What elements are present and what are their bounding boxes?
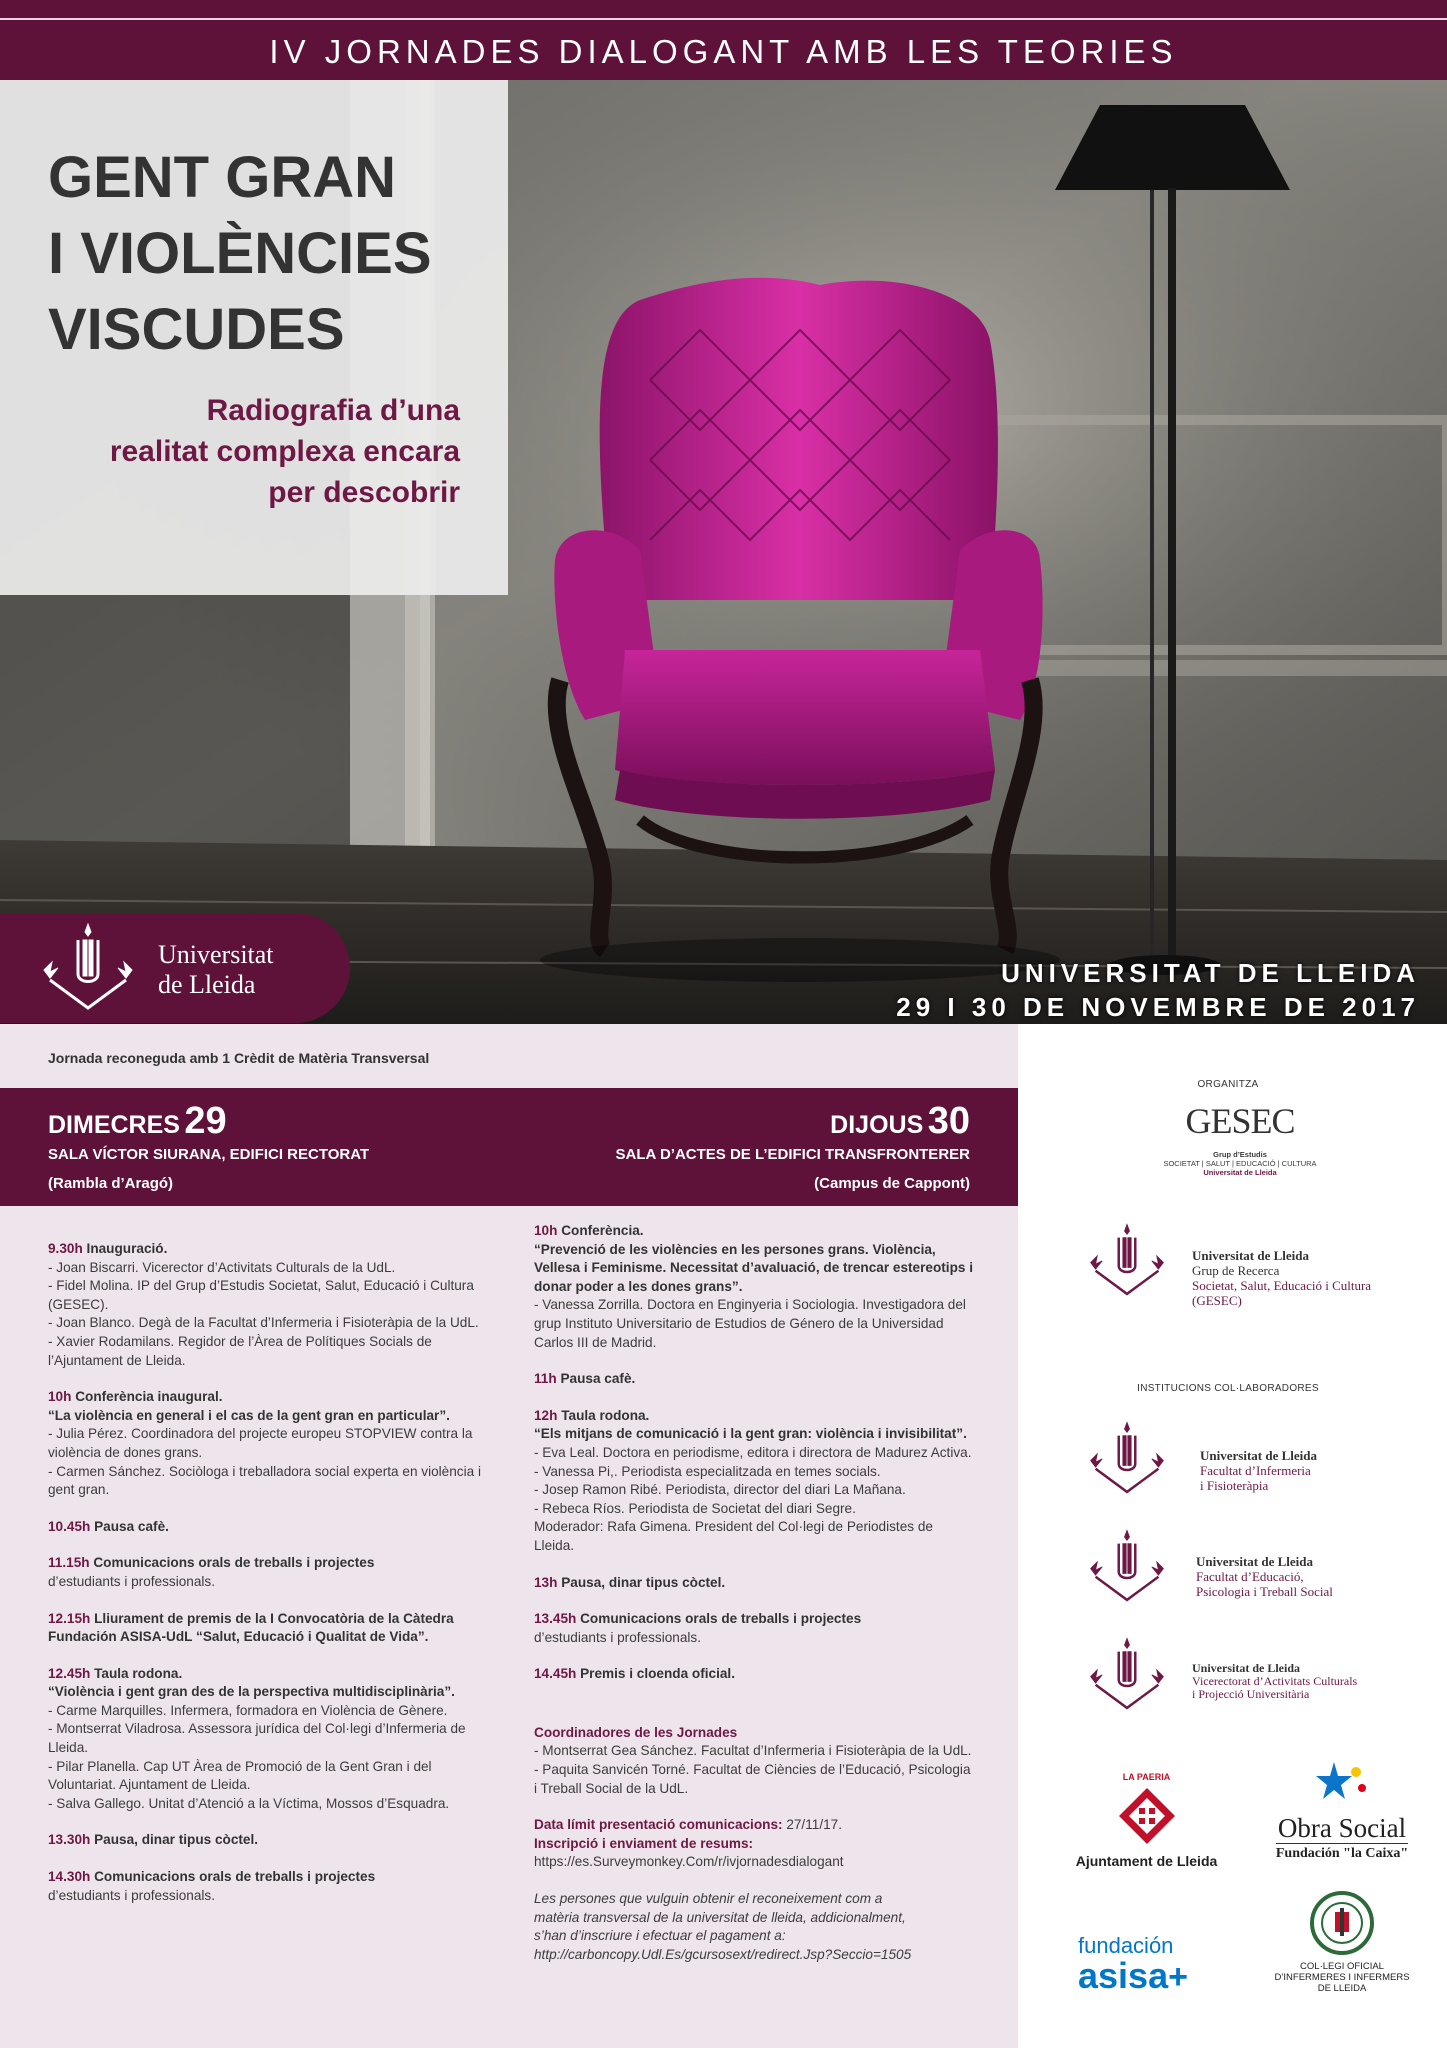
- obra-social-sub: Fundación "la Caixa": [1276, 1843, 1408, 1862]
- program-line: - Joan Blanco. Degà de la Facultat d’Infermeria i Fisioteràpia de la UdL.: [48, 1315, 479, 1331]
- program-time: 13.45h: [534, 1611, 577, 1627]
- collab-line: Universitat de Lleida: [1192, 1661, 1300, 1675]
- title-line: I VIOLÈNCIES: [48, 221, 432, 286]
- program-time: 14.30h: [48, 1869, 91, 1885]
- day-thu-sub: (Campus de Cappont): [814, 1175, 970, 1192]
- udl-logo-text: [158, 940, 274, 1000]
- transversal-note: [534, 1890, 974, 1964]
- collab-udl-education: [1196, 1554, 1333, 1599]
- obra-social-logo: [1262, 1758, 1422, 1862]
- program-wednesday: [48, 1240, 488, 1923]
- asisa-plus-icon: +: [1168, 1958, 1188, 1996]
- program-line: - Vanessa Zorrilla. Doctora en Enginyeria i Sociologia. Investigadora del grup Instituto Universitario de Estudios de Género de la Universidad Carlos III de Madrid.: [534, 1297, 966, 1350]
- program-line: - Pilar Planella. Cap UT Àrea de Promoció de la Gent Gran i del Voluntariat. Ajuntament de Lleida.: [48, 1758, 432, 1793]
- program-title: Pausa, dinar tipus còctel.: [561, 1574, 726, 1590]
- day-wed-sub: (Rambla d’Aragó): [48, 1175, 174, 1192]
- gesec-logo-text: GESEC: [1185, 1101, 1295, 1141]
- paeria-small: LA PAERIA: [1122, 1772, 1171, 1782]
- program-item-head: [48, 1665, 488, 1684]
- program-title: Pausa cafè.: [560, 1371, 636, 1387]
- collab-line: Universitat de Lleida: [1200, 1448, 1317, 1463]
- gesec-udl-line: Universitat de Lleida: [1192, 1248, 1309, 1263]
- program-item-head: [534, 1610, 974, 1629]
- coordinators: [534, 1724, 974, 1798]
- program-line: - Carmen Sánchez. Sociòloga i treballadora social experta en violència i gent gran.: [48, 1463, 481, 1498]
- program-time: 10h: [48, 1389, 72, 1405]
- day-wed-name: DIMECRES: [48, 1111, 180, 1139]
- day-wed-num: 29: [184, 1100, 227, 1142]
- asisa-top: fundación: [1078, 1933, 1174, 1958]
- program-title: Lliurament de premis de la I Convocatòria de la Càtedra Fundación ASISA-UdL “Salut, Educació i Qualitat de Vida”.: [48, 1610, 454, 1645]
- paeria-shield-icon: [1117, 1786, 1177, 1846]
- paeria-name: Ajuntament de Lleida: [1075, 1853, 1218, 1869]
- collab-udl-culture: [1192, 1662, 1357, 1701]
- day-thu-name: DIJOUS: [830, 1111, 924, 1139]
- title-line: GENT GRAN: [48, 145, 396, 210]
- gesec-udl-line: Grup de Recerca: [1192, 1263, 1280, 1278]
- program-time: 14.45h: [534, 1666, 577, 1682]
- program-thursday-items: [534, 1222, 974, 1684]
- gesec-logo: [1170, 1100, 1310, 1142]
- collab-line: Psicologia i Treball Social: [1196, 1584, 1333, 1599]
- udl-emblem-icon: [1084, 1636, 1170, 1712]
- program-line: - Carme Marquilles. Infermera, formadora en Violència de Gènere.: [48, 1702, 448, 1718]
- coordinator-line: - Paquita Sanvicén Torné. Facultat de Ciències de l’Educació, Psicologia i Treball Social de la UdL.: [534, 1762, 971, 1796]
- obra-social-name: Obra Social: [1277, 1813, 1407, 1843]
- program-title: Comunicacions orals de treballs i projectes: [94, 1869, 376, 1885]
- program-item: [48, 1831, 488, 1850]
- collab-line: Vicerectorat d’Activitats Culturals: [1192, 1674, 1358, 1688]
- program-item-head: [48, 1518, 488, 1537]
- program-item: [534, 1222, 974, 1352]
- program-time: 10.45h: [48, 1518, 91, 1534]
- venue-name: UNIVERSITAT DE LLEIDA: [1001, 958, 1420, 988]
- gesec-caption: [1150, 1150, 1330, 1177]
- program-line: - Xavier Rodamilans. Regidor de l’Àrea de Polítiques Socials de l’Ajuntament de Lleida.: [48, 1333, 432, 1368]
- colegi-line: DE LLEIDA: [1317, 1983, 1367, 1994]
- program-item: [48, 1610, 488, 1647]
- inscription-label: Inscripció i enviament de resums:: [534, 1835, 754, 1851]
- title-line: VISCUDES: [48, 297, 345, 362]
- caixa-star-icon: [1312, 1758, 1372, 1808]
- note-line: matèria transversal de la universitat de lleida, addicionalment,: [534, 1909, 906, 1925]
- program-line: - Julia Pérez. Coordinadora del projecte europeu STOPVIEW contra la violència de dones grans.: [48, 1426, 473, 1460]
- asisa-logo: [1078, 1935, 1238, 1997]
- collaborators-label: INSTITUCIONS COL·LABORADORES: [1137, 1383, 1319, 1394]
- credit-note: Jornada reconeguda amb 1 Crèdit de Matèria Transversal: [48, 1050, 430, 1066]
- colegi-line: D’INFERMERES I INFERMERS: [1274, 1972, 1410, 1983]
- udl-logo-line: de Lleida: [158, 970, 256, 999]
- program-title: Taula rodona.: [94, 1665, 183, 1681]
- subtitle-line: realitat complexa encara: [109, 435, 460, 468]
- program-line: d’estudiants i professionals.: [48, 1887, 215, 1903]
- day-thu-num: 30: [927, 1100, 970, 1142]
- colegi-line: COL·LEGI OFICIAL: [1300, 1961, 1384, 1972]
- program-line: - Rebeca Ríos. Periodista de Societat del diari Segre.: [534, 1500, 856, 1516]
- program-quote: “Els mitjans de comunicació i la gent gran: violència i invisibilitat”.: [534, 1426, 967, 1442]
- program-line: - Joan Biscarri. Vicerector d’Activitats Culturals de la UdL.: [48, 1259, 396, 1275]
- program-line: - Montserrat Viladrosa. Assessora jurídica del Col·legi d’Infermeria de Lleida.: [48, 1721, 466, 1756]
- paeria-logo: [1064, 1772, 1229, 1869]
- program-item-head: [534, 1370, 974, 1389]
- submission-info: [534, 1816, 974, 1872]
- program-title: Pausa cafè.: [94, 1518, 169, 1534]
- payment-url[interactable]: http://carboncopy.Udl.Es/gcursosext/redirect.Jsp?Seccio=1505: [534, 1946, 912, 1962]
- udl-emblem-icon: [1084, 1528, 1170, 1604]
- program-item: [48, 1518, 488, 1537]
- program-time: 9.30h: [48, 1241, 83, 1256]
- day-wed-place: SALA VÍCTOR SIURANA, EDIFICI RECTORAT: [48, 1146, 370, 1163]
- program-item-head: [48, 1388, 488, 1407]
- program-item: [534, 1610, 974, 1647]
- colegi-text: [1270, 1961, 1414, 1994]
- event-dates: 29 I 30 DE NOVEMBRE DE 2017: [896, 992, 1420, 1022]
- program-item: [48, 1665, 488, 1814]
- udl-emblem-icon: [36, 922, 140, 1012]
- deadline-label: Data límit presentació comunicacions:: [534, 1817, 783, 1833]
- header-band: [0, 0, 1447, 80]
- gesec-udl-text: [1192, 1248, 1371, 1308]
- event-series-title: IV JORNADES DIALOGANT AMB LES TEORIES: [269, 33, 1178, 70]
- program-item-head: [534, 1665, 974, 1684]
- note-line: s’han d’inscriure i efectuar el pagament a:: [534, 1928, 786, 1944]
- colegi-logo: [1270, 1890, 1414, 1994]
- program-item: [48, 1240, 488, 1370]
- program-time: 11h: [534, 1371, 557, 1387]
- program-item-head: [48, 1831, 488, 1850]
- program-title: Taula rodona.: [561, 1407, 650, 1423]
- gesec-caption-line: Grup d’Estudis: [1213, 1150, 1267, 1159]
- program-thursday: [534, 1222, 974, 1982]
- program-item: [534, 1665, 974, 1684]
- program-time: 13h: [534, 1574, 558, 1590]
- program-time: 10h: [534, 1223, 558, 1238]
- program-time: 12.15h: [48, 1610, 91, 1626]
- program-title: Premis i cloenda oficial.: [580, 1666, 735, 1682]
- program-item: [48, 1388, 488, 1500]
- coordinator-line: - Montserrat Gea Sánchez. Facultat d’Infermeria i Fisioteràpia de la UdL.: [534, 1743, 972, 1759]
- program-time: 12.45h: [48, 1665, 91, 1681]
- program-title: Conferència.: [561, 1223, 644, 1238]
- subtitle-line: Radiografia d’una: [206, 394, 460, 427]
- udl-emblem-icon: [1084, 1222, 1170, 1298]
- day-thu: [616, 1100, 970, 1195]
- day-wed: [48, 1100, 369, 1195]
- program-quote: “La violència en general i el cas de la gent gran en particular”.: [48, 1407, 450, 1423]
- udl-logo-line: Universitat: [158, 940, 274, 969]
- main-title: [48, 140, 432, 368]
- program-item-head: [48, 1240, 488, 1259]
- program-title: Inauguració.: [86, 1241, 168, 1256]
- organitza-label: ORGANITZA: [1197, 1079, 1259, 1090]
- note-line: Les persones que vulguin obtenir el reconeixement com a: [534, 1891, 883, 1907]
- program-quote: “Violència i gent gran des de la perspectiva multidisciplinària”.: [48, 1684, 455, 1700]
- program-title: Conferència inaugural.: [75, 1389, 223, 1405]
- program-title: Pausa, dinar tipus còctel.: [94, 1832, 259, 1848]
- program-quote: “Prevenció de les violències en les persones grans. Violència, Vellesa i Feminisme. Necessitat d’avaluació, de trencar estereotips i donar poder a les dones grans”.: [534, 1241, 973, 1294]
- program-item-head: [48, 1868, 488, 1887]
- colegi-seal-icon: [1309, 1890, 1375, 1956]
- program-item-head: [534, 1574, 974, 1593]
- gesec-udl-line: Societat, Salut, Educació i Cultura: [1192, 1278, 1372, 1293]
- program-line: d’estudiants i professionals.: [48, 1573, 215, 1589]
- udl-emblem-icon: [1084, 1420, 1170, 1496]
- program-item-head: [48, 1554, 488, 1573]
- program-line: d’estudiants i professionals.: [534, 1629, 701, 1645]
- days-band: [0, 1088, 1018, 1206]
- program-title: Comunicacions orals de treballs i projectes: [580, 1611, 862, 1627]
- program-item: [48, 1868, 488, 1905]
- subtitle: [20, 390, 460, 513]
- program-item: [534, 1370, 974, 1389]
- program-item-head: [534, 1222, 974, 1241]
- program-time: 12h: [534, 1407, 558, 1423]
- program-line: - Fidel Molina. IP del Grup d’Estudis Societat, Salut, Educació i Cultura (GESEC).: [48, 1278, 474, 1312]
- day-thu-place: SALA D’ACTES DE L’EDIFICI TRANSFRONTERER: [615, 1146, 970, 1163]
- program-item-head: [48, 1610, 488, 1647]
- program-line: - Vanessa Pi,. Periodista especialitzada en temes socials.: [534, 1463, 881, 1479]
- subtitle-line: per descobrir: [268, 476, 460, 509]
- program-time: 11.15h: [48, 1555, 90, 1571]
- program-line: - Eva Leal. Doctora en periodisme, editora i directora de Madurez Activa.: [534, 1444, 972, 1460]
- program-item: [534, 1407, 974, 1556]
- program-item: [534, 1574, 974, 1593]
- program-line: - Salva Gallego. Unitat d’Atenció a la Víctima, Mossos d’Esquadra.: [48, 1795, 450, 1811]
- coordinators-heading: Coordinadores de les Jornades: [534, 1724, 738, 1740]
- program-time: 13.30h: [48, 1832, 91, 1848]
- program-line: - Josep Ramon Ribé. Periodista, director del diari La Mañana.: [534, 1482, 906, 1498]
- program-item: [48, 1554, 488, 1591]
- program-title: Comunicacions orals de treballs i projectes: [93, 1555, 375, 1571]
- collab-line: i Fisioteràpia: [1200, 1478, 1269, 1493]
- collab-line: Facultat d’Infermeria: [1200, 1463, 1311, 1478]
- venue-dates: [880, 956, 1420, 1024]
- asisa-name: asisa: [1078, 1955, 1169, 1996]
- inscription-url[interactable]: https://es.Surveymonkey.Com/r/ivjornadesdialogant: [534, 1854, 844, 1870]
- deadline-date: 27/11/17.: [786, 1817, 842, 1833]
- program-item-head: [534, 1407, 974, 1426]
- collab-line: Universitat de Lleida: [1196, 1554, 1313, 1569]
- gesec-caption-line: Universitat de Lleida: [1203, 1168, 1277, 1177]
- collab-line: i Projecció Universitària: [1192, 1687, 1310, 1701]
- program-line: Moderador: Rafa Gimena. President del Col·legi de Periodistes de Lleida.: [534, 1519, 933, 1553]
- collab-line: Facultat d’Educació,: [1196, 1569, 1304, 1584]
- gesec-udl-line: (GESEC): [1192, 1293, 1242, 1308]
- gesec-caption-line: SOCIETAT | SALUT | EDUCACIÓ | CULTURA: [1163, 1159, 1317, 1168]
- collab-udl-nursing: [1200, 1448, 1317, 1493]
